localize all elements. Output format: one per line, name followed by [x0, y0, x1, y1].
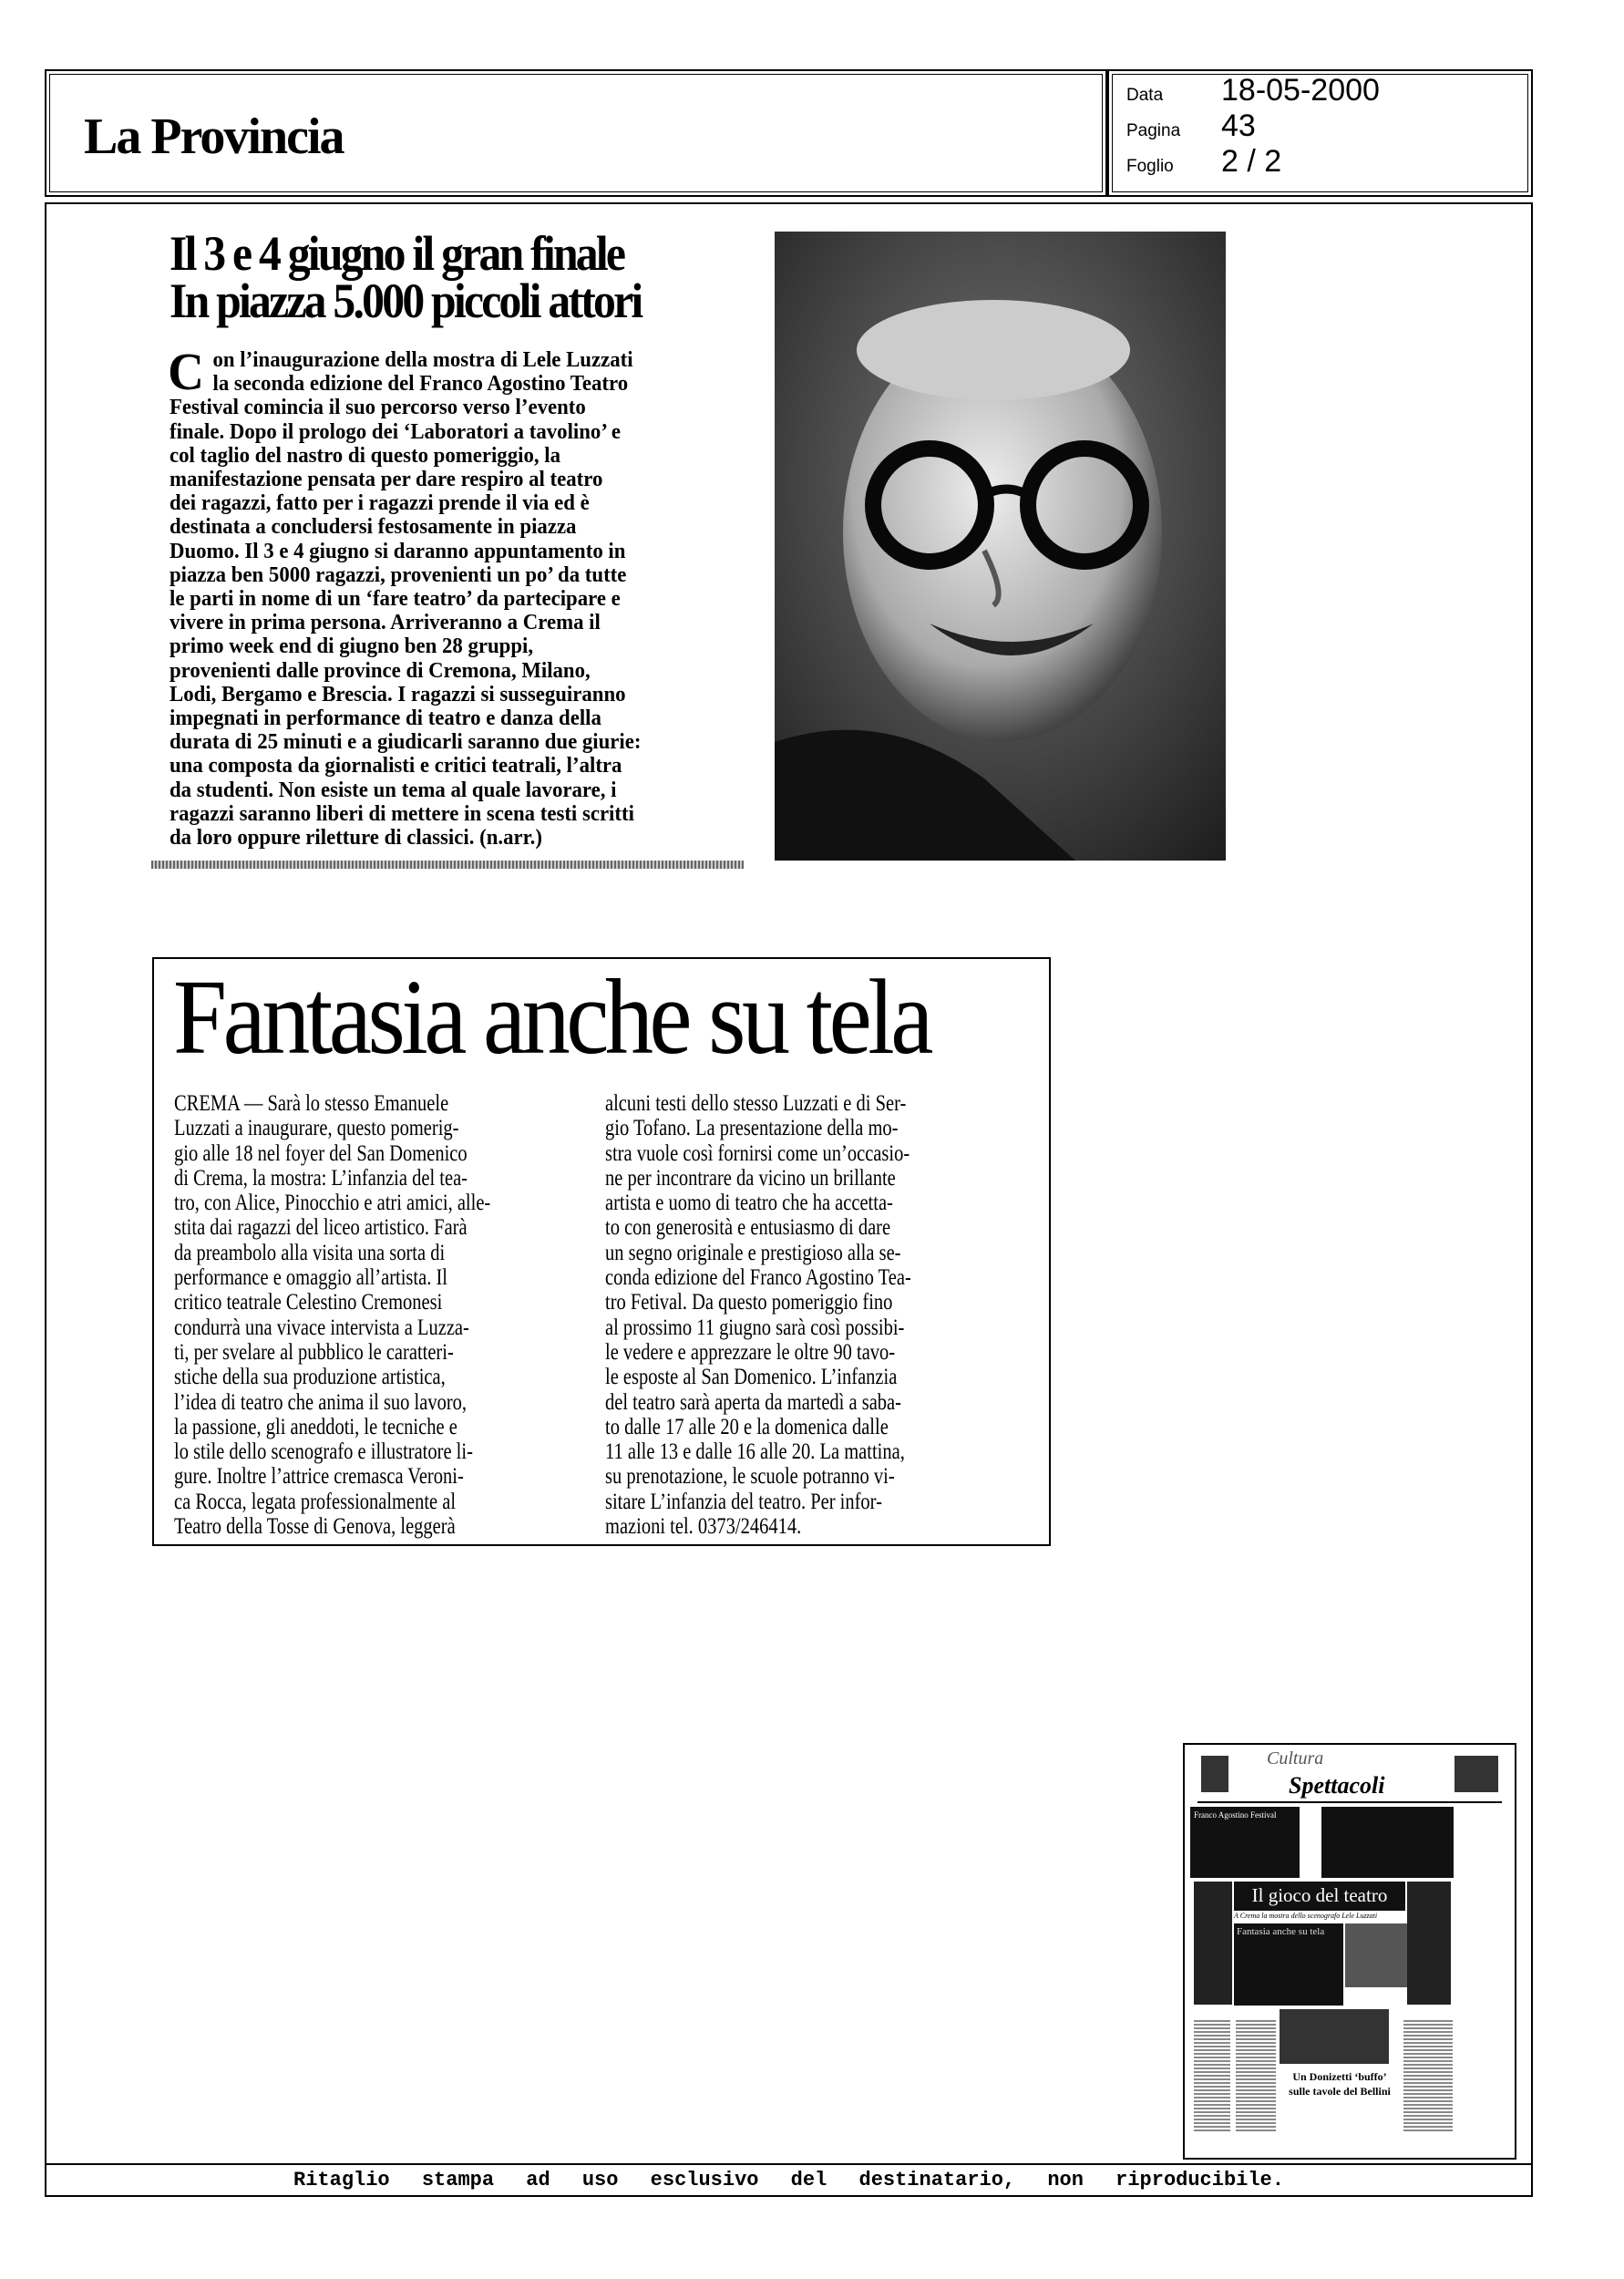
text-line: da preambolo alla visita una sorta di [174, 1240, 446, 1265]
text-line: Duomo. Il 3 e 4 giugno si daranno appuntamento in [170, 539, 626, 563]
text-line: vivere in prima persona. Arriveranno a Crema il [170, 611, 601, 635]
sheet-label: Foglio [1126, 157, 1174, 176]
date-value: 18-05-2000 [1221, 73, 1380, 108]
text-line: ne per incontrare da vicino un brillante [605, 1165, 896, 1191]
text-line: alcuni testi dello stesso Luzzati e di Ser- [605, 1091, 907, 1116]
article-body [168, 342, 733, 851]
text-line: ragazzi saranno liberi di mettere in scena testi scritti [170, 801, 634, 826]
page-thumbnail [1183, 1743, 1516, 2160]
text-line: da studenti. Non esiste un tema al quale lavorare, i [170, 778, 617, 802]
thumb-bottom-headline: Un Donizetti ‘buffo’ [1292, 2070, 1387, 2083]
text-line: artista e uomo di teatro che ha accetta- [605, 1191, 893, 1216]
halftone-rule [151, 861, 744, 869]
text-line: ti, per svelare al pubblico le caratteri- [174, 1339, 454, 1365]
thumb-bottom-headline: sulle tavole del Bellini [1289, 2085, 1391, 2098]
text-line: stiche della sua produzione artistica, [174, 1365, 446, 1390]
text-line: to dalle 17 alle 20 e la domenica dalle [605, 1414, 889, 1439]
text-line: del teatro sarà aperta da martedì a saba- [605, 1389, 901, 1415]
text-line: al prossimo 11 giugno sarà così possibi- [605, 1315, 905, 1340]
text-line: Festival comincia il suo percorso verso l’evento [170, 396, 586, 420]
text-line: stita dai ragazzi del liceo artistico. Farà [174, 1215, 468, 1241]
text-line: destinata a concludersi festosamente in piazza [170, 515, 577, 540]
text-line: col taglio del nastro di questo pomeriggio, la [170, 443, 560, 468]
text-line: piazza ben 5000 ragazzi, provenienti un po’ da tutte [170, 562, 627, 587]
text-line: provenienti dalle province di Cremona, Milano, [170, 658, 591, 683]
text-line: finale. Dopo il prologo dei ‘Laboratori a tavolino’ e [170, 419, 622, 444]
text-line: gio Tofano. La presentazione della mo- [605, 1116, 899, 1141]
text-line: CREMA — Sarà lo stesso Emanuele [174, 1091, 449, 1116]
text-line: Lodi, Bergamo e Brescia. I ragazzi si susseguiranno [170, 682, 626, 706]
text-line: mazioni tel. 0373/246414. [605, 1514, 802, 1540]
text-line: dei ragazzi, fatto per i ragazzi prende il via ed è [170, 491, 590, 516]
text-line: la passione, gli aneddoti, le tecniche e [174, 1414, 457, 1439]
text-line: performance e omaggio all’artista. Il [174, 1265, 447, 1291]
text-line: le parti in nome di un ‘fare teatro’ da partecipare e [170, 587, 621, 612]
text-line: to con generosità e entusiasmo di dare [605, 1215, 891, 1241]
text-line: gure. Inoltre l’attrice cremasca Veroni- [174, 1464, 464, 1490]
thumb-box-title: Fantasia anche su tela [1234, 1923, 1343, 2006]
page-label: Pagina [1126, 121, 1181, 140]
sheet-value: 2 / 2 [1221, 144, 1282, 179]
text-line: manifestazione pensata per dare respiro al teatro [170, 468, 603, 492]
text-line: le vedere e apprezzare le oltre 90 tavo- [605, 1339, 896, 1365]
text-line: sitare L’infanzia del teatro. Per infor- [605, 1489, 882, 1514]
text-line: ca Rocca, legata professionalmente al [174, 1489, 457, 1514]
text-line: tro Fetival. Da questo pomeriggio fino [605, 1290, 893, 1315]
text-line: primo week end di giugno ben 28 gruppi, [170, 634, 534, 659]
portrait-photo [775, 232, 1226, 861]
article-headline [170, 226, 642, 328]
text-line: critico teatrale Celestino Cremonesi [174, 1290, 443, 1315]
text-line: impegnati in performance di teatro e danza della [170, 706, 601, 731]
thumb-side-label: Franco Agostino Festival [1190, 1807, 1300, 1878]
thumb-subhead: A Crema la mostra dello scenografo Lele Luzzati [1234, 1912, 1378, 1920]
text-line: conda edizione del Franco Agostino Tea- [605, 1265, 911, 1291]
thumb-masthead: Cultura [1267, 1748, 1324, 1769]
text-line: lo stile dello scenografo e illustratore li- [174, 1439, 473, 1465]
text-line: Luzzati a inaugurare, questo pomerig- [174, 1116, 459, 1141]
text-line: di Crema, la mostra: L’infanzia del tea- [174, 1165, 468, 1191]
text-line: 11 alle 13 e dalle 16 alle 20. La mattina, [605, 1439, 905, 1465]
text-line: Teatro della Tosse di Genova, leggerà [174, 1514, 456, 1540]
text-line: su prenotazione, le scuole potranno vi- [605, 1464, 895, 1490]
text-line: durata di 25 minuti e a giudicarli saranno due giurie: [170, 730, 642, 755]
date-label: Data [1126, 86, 1164, 105]
text-line: tro, con Alice, Pinocchio e atri amici, alle- [174, 1191, 491, 1216]
newspaper-logo: La Provincia [84, 108, 344, 165]
article-column-2 [605, 1091, 911, 1539]
text-line: una composta da giornalisti e critici teatrali, l’altra [170, 754, 622, 779]
text-line: on l’inaugurazione della mostra di Lele Luzzati [212, 348, 633, 372]
drop-cap: C [168, 342, 204, 401]
thumb-headline: Il gioco del teatro [1234, 1882, 1405, 1911]
article-column-1 [174, 1091, 490, 1539]
text-line: gio alle 18 nel foyer del San Domenico [174, 1140, 468, 1166]
headline-line: In piazza 5.000 piccoli attori [170, 273, 642, 328]
headline-line: Il 3 e 4 giugno il gran finale [170, 226, 624, 281]
text-line: la seconda edizione del Franco Agostino Teatro [212, 372, 629, 397]
text-line: un segno originale e prestigioso alla se- [605, 1240, 901, 1265]
text-line: stra vuole così fornirsi come un’occasio- [605, 1140, 910, 1166]
article-title: Fantasia anche su tela [173, 957, 930, 1077]
text-line: l’idea di teatro che anima il suo lavoro, [174, 1389, 468, 1415]
thumb-masthead: Spettacoli [1289, 1772, 1385, 1799]
text-line: da loro oppure riletture di classici. (n.arr.) [170, 826, 542, 851]
page-value: 43 [1221, 108, 1256, 143]
text-line: le esposte al San Domenico. L’infanzia [605, 1365, 898, 1390]
footer-notice: Ritaglio stampa ad uso esclusivo del destinatario, non riproducibile. [45, 2163, 1533, 2199]
text-line: condurrà una vivace intervista a Luzza- [174, 1315, 469, 1340]
